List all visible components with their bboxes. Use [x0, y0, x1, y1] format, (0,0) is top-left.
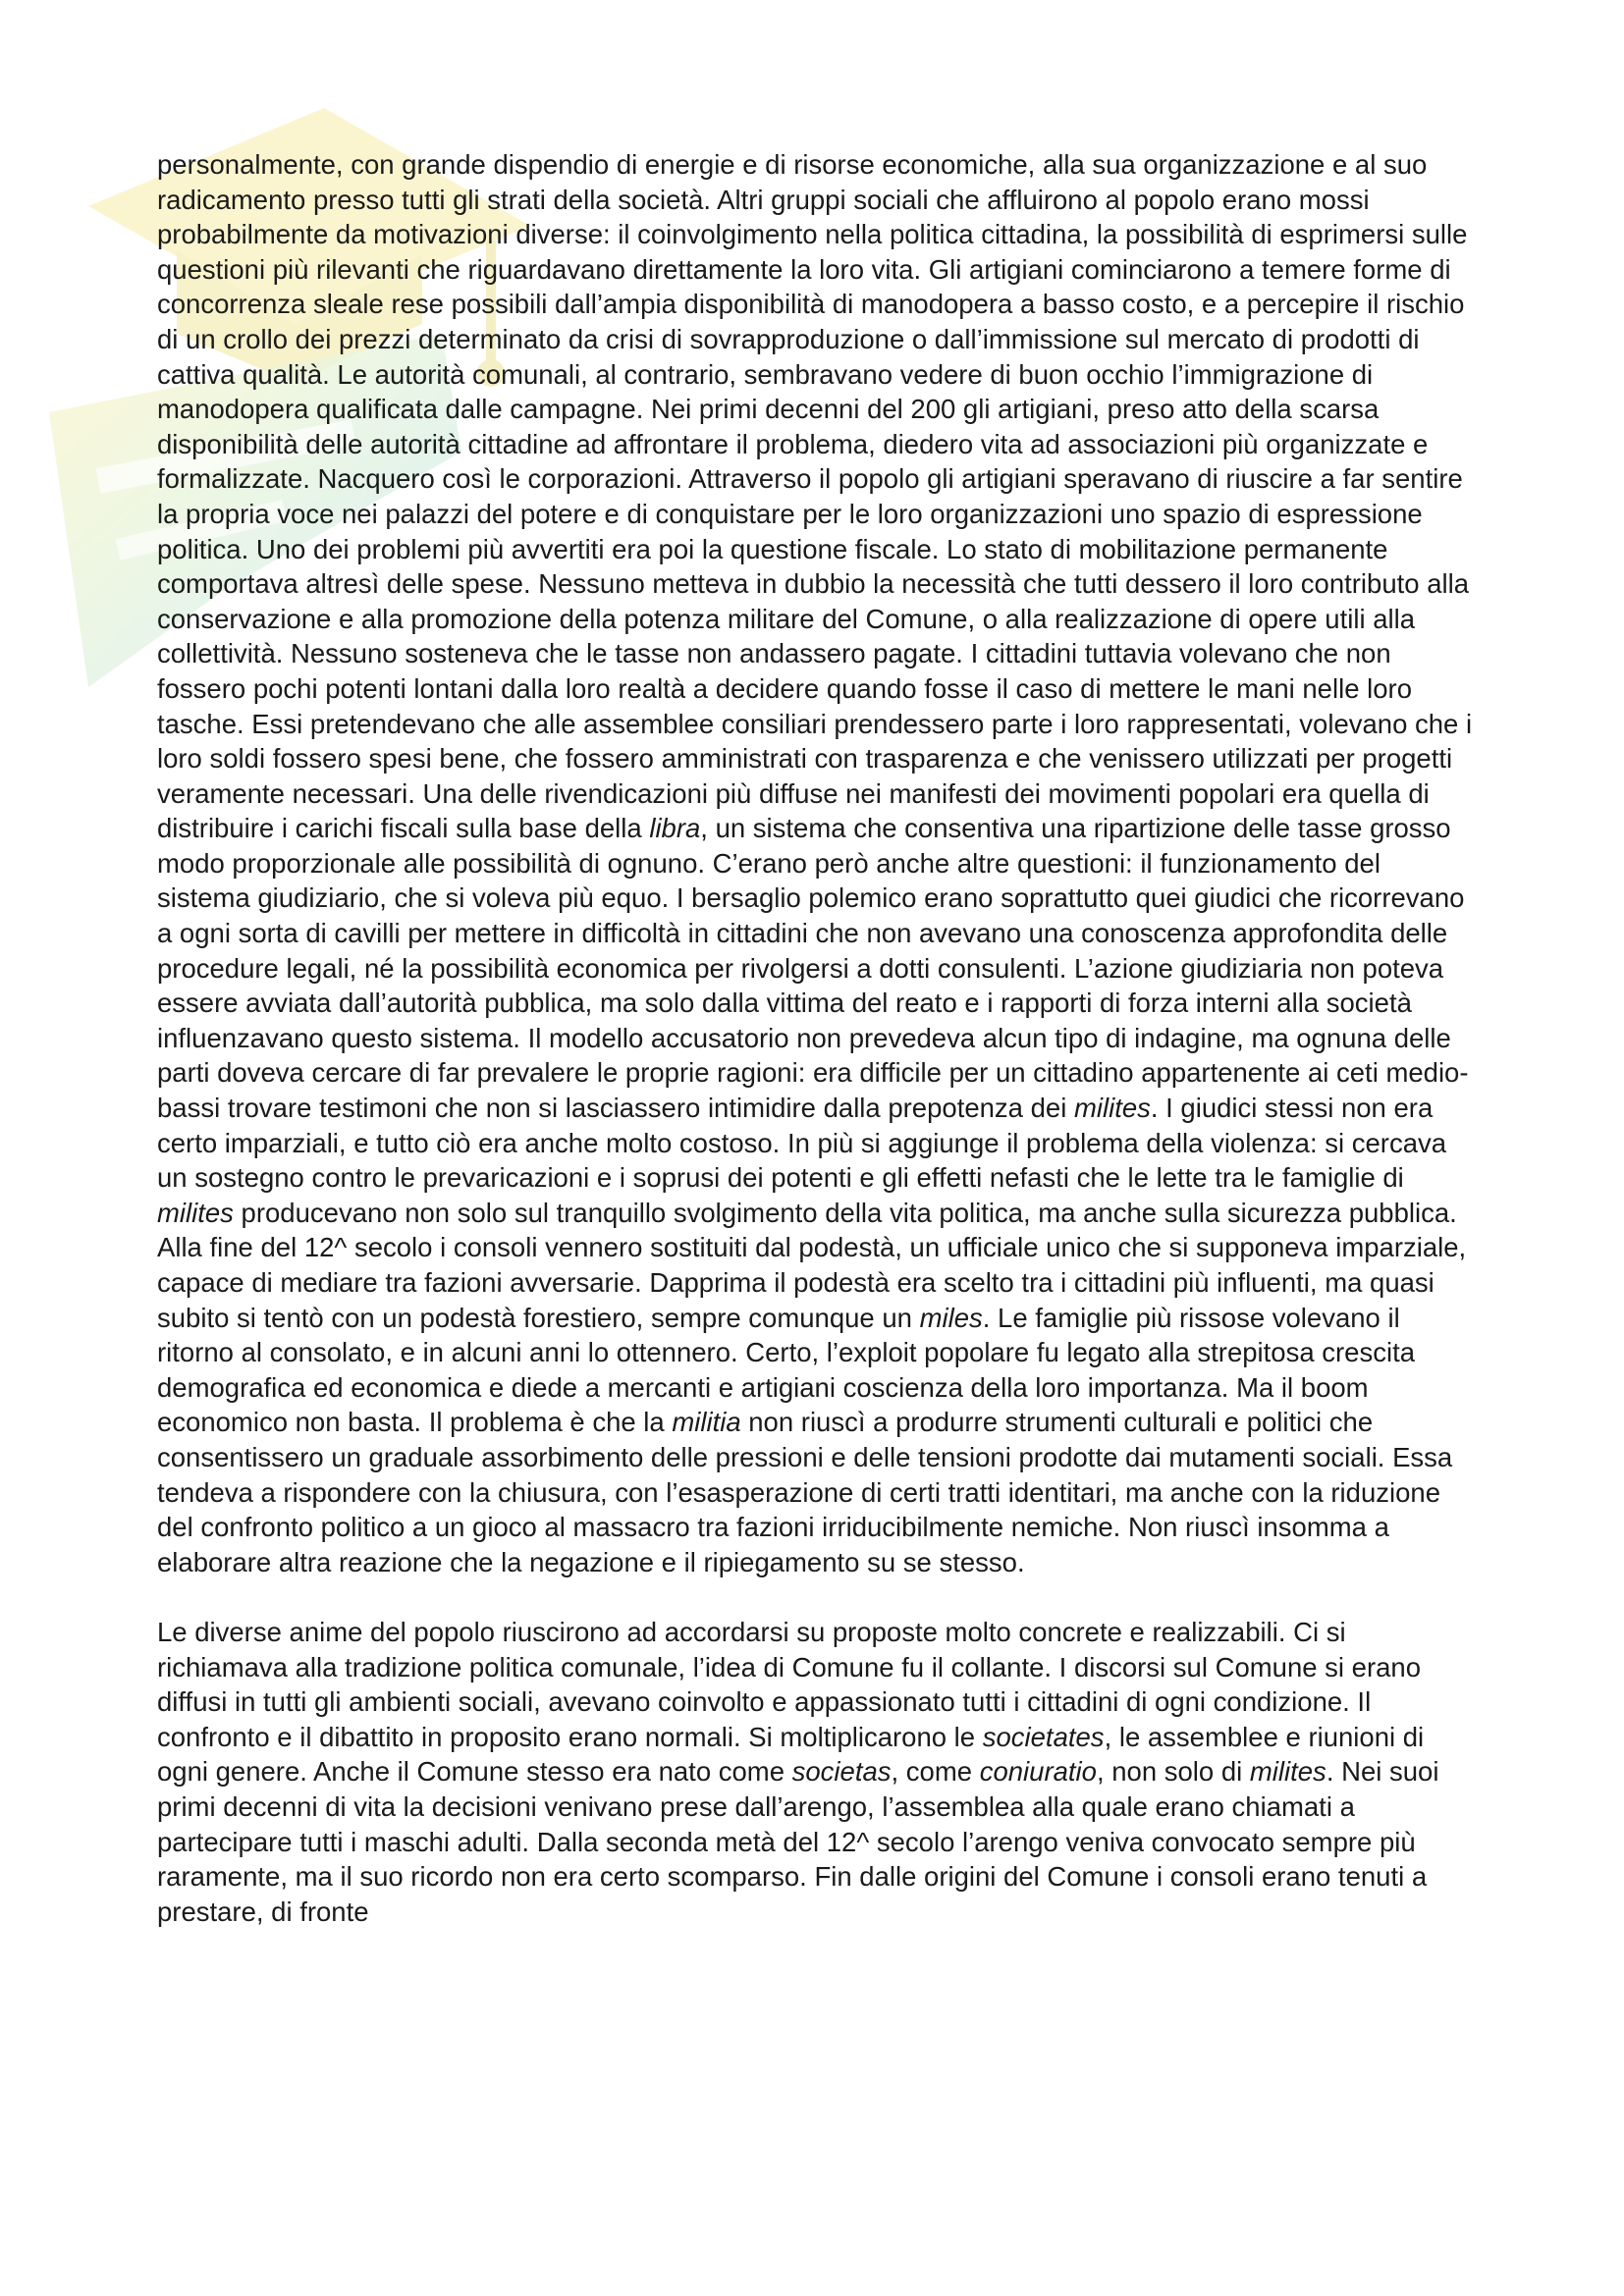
text-run: producevano non solo sul tranquillo svolgimento della vita politica, ma anche sulla sicurezza pubblica. Alla fine del 12^ secolo i consoli vennero sostituiti dal podestà, un ufficiale unico che si supponeva imparziale, capace di mediare tra fazioni avversarie. Dapprima il podestà era scelto tra i cittadini più influenti, ma quasi subito si tentò con un podestà forestiero, sempre comunque un — [157, 1197, 1467, 1333]
text-run: , le assemblee e riunioni di ogni genere. Anche il Comune stesso era nato come — [157, 1721, 1425, 1788]
italic-term: milites — [1073, 1093, 1151, 1124]
text-run: , un sistema che consentiva una ripartizione delle tasse grosso modo proporzionale alle possibilità di ognuno. C’erano però anche altre questioni: il funzionamento del sistema giudiziario, che si voleva più equo. I bersaglio polemico erano soprattutto quei giudici che ricorrevano a ogni sorta di cavilli per mettere in difficoltà in cittadini che non avevano una conoscenza approfondita delle procedure legali, né la possibilità economica per rivolgersi a dotti consulenti. L’azione giudiziaria non poteva essere avviata dall’autorità pubblica, ma solo dalla vittima del reato e i rapporti di forza interni alla società influenzavano questo sistema. Il modello accusatorio non prevedeva alcun tipo di indagine, ma ognuna delle parti doveva cercare di far prevalere le proprie ragioni: era difficile per un cittadino appartenente ai ceti medio-bassi trovare testimoni che non si lasciassero intimidire dalla prepotenza dei — [157, 813, 1469, 1124]
italic-term: militia — [672, 1407, 741, 1438]
paragraph — [157, 1615, 1478, 1929]
italic-term: milites — [157, 1197, 234, 1228]
italic-term: coniuratio — [979, 1756, 1097, 1788]
body-text — [157, 147, 1478, 1929]
italic-term: societas — [791, 1756, 892, 1788]
text-run: non riuscì a produrre strumenti culturali e politici che consentissero un graduale assorbimento delle pressioni e delle tensioni prodotte dai mutamenti sociali. Essa tendeva a rispondere con la chiusura, con l’esasperazione di certi tratti identitari, ma anche con la riduzione del confronto politico a un gioco al massacro tra fazioni irriducibilmente nemiche. Non riuscì insomma a elaborare altra reazione che la negazione e il ripiegamento su se stesso. — [157, 1407, 1453, 1577]
text-run: Le diverse anime del popolo riuscirono ad accordarsi su proposte molto concrete e realizzabili. Ci si richiamava alla tradizione politica comunale, l’idea di Comune fu il collante. I discorsi sul Comune si erano diffusi in tutti gli ambienti sociali, avevano coinvolto e appassionato tutti i cittadini di ogni condizione. Il confronto e il dibattito in proposito erano normali. Si moltiplicarono le — [157, 1616, 1422, 1752]
italic-term: milites — [1249, 1756, 1326, 1788]
italic-term: libra — [649, 813, 701, 844]
paragraph — [157, 147, 1478, 1579]
italic-term: miles — [919, 1302, 983, 1333]
text-run: , come — [891, 1756, 980, 1788]
text-run: personalmente, con grande dispendio di energie e di risorse economiche, alla sua organizzazione e al suo radicamento presso tutti gli strati della società. Altri gruppi sociali che affluirono al popolo erano mossi probabilmente da motivazioni diverse: il coinvolgimento nella politica cittadina, la possibilità di esprimersi sulle questioni più rilevanti che riguardavano direttamente la loro vita. Gli artigiani cominciarono a temere forme di concorrenza sleale rese possibili dall’ampia disponibilità di manodopera a basso costo, e a percepire il rischio di un crollo dei prezzi determinato da crisi di sovrapproduzione o dall’immissione sul mercato di prodotti di cattiva qualità. Le autorità comunali, al contrario, sembravano vedere di buon occhio l’immigrazione di manodopera qualificata dalle campagne. Nei primi decenni del 200 gli artigiani, preso atto della scarsa disponibilità delle autorità cittadine ad affrontare il problema, diedero vita ad associazioni più organizzate e formalizzate. Nacquero così le corporazioni. Attraverso il popolo gli artigiani speravano di riuscire a far sentire la propria voce nei palazzi del potere e di conquistare per le loro organizzazioni uno spazio di espressione politica. Uno dei problemi più avvertiti era poi la questione fiscale. Lo stato di mobilitazione permanente comportava altresì delle spese. Nessuno metteva in dubbio la necessità che tutti dessero il loro contributo alla conservazione e alla promozione della potenza militare del Comune, o alla realizzazione di opere utili alla collettività. Nessuno sosteneva che le tasse non andassero pagate. I cittadini tuttavia volevano che non fossero pochi potenti lontani dalla loro realtà a decidere quando fosse il caso di mettere le mani nelle loro tasche. Essi pretendevano che alle assemblee consiliari prendessero parte i loro rappresentati, volevano che i loro soldi fossero spesi bene, che fossero amministrati con trasparenza e che venissero utilizzati per progetti veramente necessari. Una delle rivendicazioni più diffuse nei manifesti dei movimenti popolari era quella di distribuire i carichi fiscali sulla base della — [157, 149, 1473, 844]
text-run: . I giudici stessi non era certo imparziali, e tutto ciò era anche molto costoso. In più si aggiunge il problema della violenza: si cercava un sostegno contro le prevaricazioni e i soprusi dei potenti e gli effetti nefasti che le lette tra le famiglie di — [157, 1093, 1447, 1194]
text-run: , non solo di — [1096, 1756, 1250, 1788]
text-run: . Le famiglie più rissose volevano il ritorno al consolato, e in alcuni anni lo ottennero. Certo, l’exploit popolare fu legato alla strepitosa crescita demografica ed economica e diede a mercanti e artigiani coscienza della loro importanza. Ma il boom economico non basta. Il problema è che la — [157, 1302, 1416, 1438]
italic-term: societates — [982, 1721, 1105, 1752]
text-run: . Nei suoi primi decenni di vita la decisioni venivano prese dall’arengo, l’assemblea alla quale erano chiamati a partecipare tutti i maschi adulti. Dalla seconda metà del 12^ secolo l’arengo veniva convocato sempre più raramente, ma il suo ricordo non era certo scomparso. Fin dalle origini del Comune i consoli erano tenuti a prestare, di fronte — [157, 1756, 1439, 1927]
